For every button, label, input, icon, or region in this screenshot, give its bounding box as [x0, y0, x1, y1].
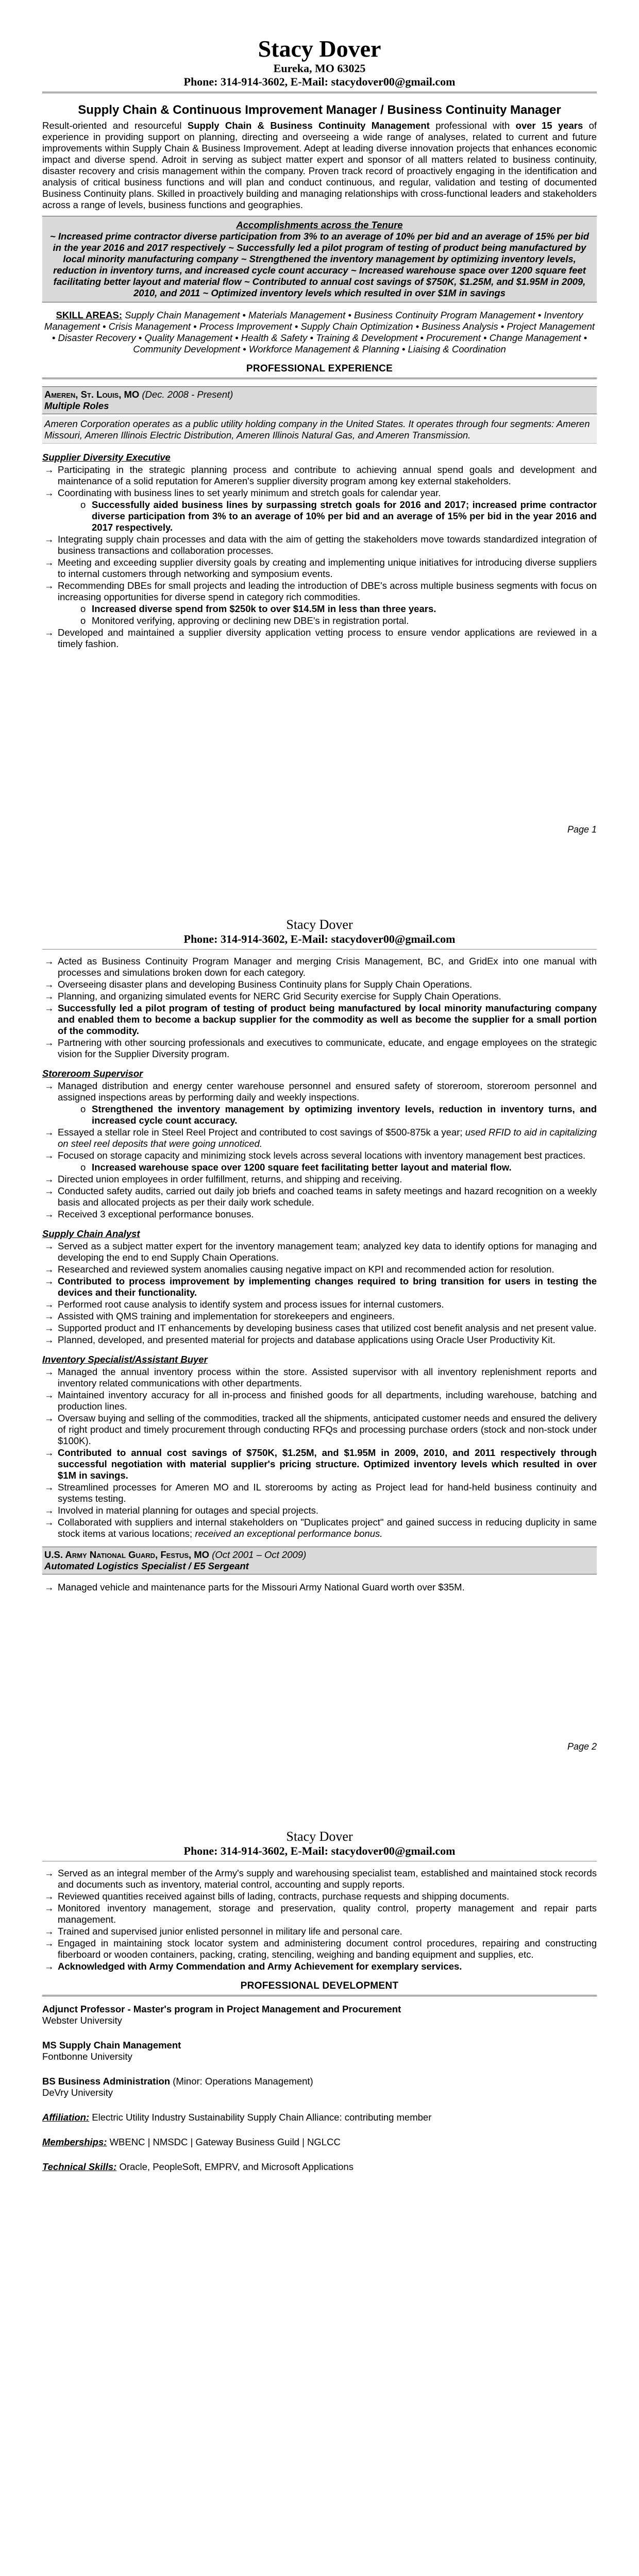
list-item: → Assisted with QMS training and implementation for storekeepers and engineers. [44, 1311, 395, 1321]
list-item: → Managed distribution and energy center warehouse personnel and ensured safety of storeroom, storeroom personnel and assigned inspections areas by performing daily and weekly inspections. o Strengthened the inventory management by optimizing inventory levels, reduction in inventory turns, and increased cycle count accuracy. [44, 1080, 597, 1126]
accomplishments-text: ~ Increased prime contractor diverse participation from 3% to an average of 10% per bid and an average of 15% per bid in the year 2016 and 2017 respectively ~ Successfully led a pilot program of testing of product being manufactured by local minority manufacturing company ~ Strengthened the inventory management by optimizing inventory levels, reduction in inventory turns, and increased cycle count accuracy ~ Increased warehouse space over 1200 square feet facilitating better layout and material flow ~ Contributed to annual cost savings of $750K, $1.25M, and $1.95M in 2009, 2010, and 2011 ~ Optimized inventory levels which resulted in over $1M in savings [49, 231, 590, 298]
list-item: → Involved in material planning for outages and special projects. [44, 1505, 318, 1516]
employer-description: Ameren Corporation operates as a public utility holding company in the United States. It operates through four segments: Ameren Missouri, Ameren Illinois Electric Distribution, Ameren Illinois Natural Gas, and Ameren Transmission. [42, 416, 597, 444]
list-item: → Monitored inventory management, storage and preservation, quality control, property management and repair parts management. [44, 1903, 597, 1925]
list-item: → Streamlined processes for Ameren MO and IL storerooms by acting as Project lead for hand-held business continuity and systems testing. [44, 1482, 597, 1504]
list-item: → Served as a subject matter expert for the inventory management team; analyzed key data to identify options for managing and developing the end to end Supply Chain Operations. [44, 1241, 597, 1263]
list-item: → Directed union employees in order fulfillment, returns, and shipping and receiving. [44, 1174, 402, 1184]
bullet-list [42, 1080, 597, 1220]
employer-role: Automated Logistics Specialist / E5 Sergeant [44, 1561, 249, 1571]
section-divider [42, 378, 597, 379]
list-item: → Trained and supervised junior enlisted personnel in military life and personal care. [44, 1926, 402, 1937]
list-item: → Collaborated with suppliers and internal stakeholders on "Duplicates project" and gained success in reducing duplicity in same stock items at various locations; received an exceptional performance bonus. [44, 1517, 597, 1539]
sub-list-item: o Successfully aided business lines by surpassing stretch goals for 2016 and 2017; increased prime contractor diverse participation from 3% to an average of 10% per bid and an average of 15% per bid in the year 2016 and 2017 respectively. [80, 499, 597, 533]
bullet-list [42, 1582, 597, 1593]
list-item: → Conducted safety audits, carried out daily job briefs and coached teams in safety meetings and hazard recognition on a weekly basis and allocated projects as per their daily work schedule. [44, 1185, 597, 1208]
candidate-city: Eureka, MO 63025 [273, 62, 366, 75]
job-title-inventory-specialist: Inventory Specialist/Assistant Buyer [42, 1354, 208, 1365]
bullet-list [42, 1366, 597, 1539]
bullet-list [42, 956, 597, 1060]
sub-list-item: o Increased diverse spend from $250k to over $14.5M in less than three years. [80, 603, 436, 614]
list-item: → Participating in the strategic planning process and contribute to achieving annual spend goals and development and maintenance of a solid reputation for Ameren's supplier diversity program among key external stakeholders. [44, 464, 597, 486]
list-item: → Researched and reviewed system anomalies causing negative impact on KPI and recommended action for resolution. [44, 1264, 554, 1275]
list-item: → Reviewed quantities received against bills of lading, contracts, purchase requests and shipping documents. [44, 1891, 510, 1902]
education-item: MS Supply Chain Management Fontbonne University [42, 2040, 181, 2062]
list-item: → Maintained inventory accuracy for all in-process and finished goods for all departments, including warehouse, batching and production lines. [44, 1389, 597, 1412]
skill-areas [42, 310, 597, 355]
job-title-analyst: Supply Chain Analyst [42, 1228, 140, 1239]
candidate-name: Stacy Dover [286, 1829, 353, 1844]
page-number: Page 1 [567, 824, 597, 835]
list-item: → Engaged in maintaining stock locator system and administering document control procedures, repairing and constructing fiberboard or wooden containers, packing, crating, stenciling, weighing and banding equipment and supplies, etc. [44, 1938, 597, 1960]
summary: Result-oriented and resourceful Supply Chain & Business Continuity Management professional with over 15 years of experience in providing support on planning, directing and overseeing a wide range of analyses, related to current and future improvements within Supply Chain & Business Improvement. Adept at leading diverse innovation projects that enhances economic impact and diverse spend. Adroit in serving as subject matter expert and sponsor of all matters related to business continuity, disaster recovery and crisis management within the company. Proven track record of proactively engaging in the identification and analysis of critical business functions and will plan and conduct continuous, and regular, validation and testing of documented Business Continuity plans. Skilled in proactively building and managing relationships with cross-functional leaders and stakeholders across a range of levels, business functions and geographies. [42, 120, 597, 210]
candidate-name: Stacy Dover [258, 36, 381, 62]
list-item: → Coordinating with business lines to set yearly minimum and stretch goals for calendar year. o Successfully aided business lines by surpassing stretch goals for 2016 and 2017; increased prime contractor diverse participation from 3% to an average of 10% per bid and an average of 15% per bid in the year 2016 and 2017 respectively. [44, 487, 597, 533]
header-divider [42, 949, 597, 950]
accomplishments-box [42, 216, 597, 302]
employer-ameren [42, 386, 597, 414]
bullet-list [42, 1868, 597, 1972]
section-heading-experience: PROFESSIONAL EXPERIENCE [246, 363, 393, 374]
list-item: → Acted as Business Continuity Program Manager and merging Crisis Management, BC, and GridEx into one manual with processes and simulations broken down for each category. [44, 956, 597, 978]
sub-list-item: o Increased warehouse space over 1200 square feet facilitating better layout and material flow. [80, 1162, 512, 1173]
skill-areas-label: SKILL AREAS: [56, 310, 122, 320]
list-item: → Performed root cause analysis to identify system and process issues for internal customers. [44, 1299, 444, 1310]
contact-line: Phone: 314-914-3602, E-Mail: stacydover00@gmail.com [183, 75, 456, 88]
list-item: → Developed and maintained a supplier diversity application vetting process to ensure vendor applications are reviewed in a timely fashion. [44, 627, 597, 649]
list-item: → Meeting and exceeding supplier diversity goals by creating and implementing unique initiatives for introducing diverse suppliers to internal customers through networking and symposium events. [44, 557, 597, 579]
contact-line: Phone: 314-914-3602, E-Mail: stacydover00@gmail.com [183, 933, 456, 945]
page-1 [0, 0, 639, 876]
skill-areas-text: Supply Chain Management • Materials Management • Business Continuity Program Management • Inventory Management • Crisis Management • Process Improvement • Supply Chain Optimization • Business Analysis • Project Management • Disaster Recovery • Quality Management • Health & Safety • Training & Development • Procurement • Change Management • Community Development • Workforce Management & Planning • Liaising & Coordination [44, 310, 595, 354]
list-item: → Planning, and organizing simulated events for NERC Grid Security exercise for Supply Chain Operations. [44, 991, 501, 1002]
employer-role: Multiple Roles [44, 400, 109, 411]
list-item: → Essayed a stellar role in Steel Reel Project and contributed to cost savings of $500-875k a year; used RFID to aid in capitalizing on steel reel deposits that were going unnoticed. [44, 1127, 597, 1149]
contact-line: Phone: 314-914-3602, E-Mail: stacydover00@gmail.com [183, 1844, 456, 1857]
candidate-name: Stacy Dover [286, 917, 353, 932]
education-item: Adjunct Professor - Master's program in Project Management and Procurement Webster University [42, 2004, 401, 2026]
page-number: Page 2 [567, 1741, 597, 1752]
sub-list-item: o Monitored verifying, approving or declining new DBE's in registration portal. [80, 615, 409, 626]
sub-list-item: o Strengthened the inventory management by optimizing inventory levels, reduction in inventory turns, and increased cycle count accuracy. [80, 1104, 597, 1126]
list-item: → Integrating supply chain processes and data with the aim of getting the stakeholders move towards standardized integration of business transactions and collaboration processes. [44, 534, 597, 556]
list-item: → Managed vehicle and maintenance parts for the Missouri Army National Guard worth over $35M. [44, 1582, 465, 1592]
bullet-list [42, 1241, 597, 1346]
education-item: BS Business Administration (Minor: Operations Management) DeVry University [42, 2076, 313, 2098]
job-title-storeroom: Storeroom Supervisor [42, 1068, 143, 1079]
list-item: → Partnering with other sourcing professionals and executives to communicate, educate, and engage employees on the strategic vision for the Supplier Diversity program. [44, 1037, 597, 1059]
header-divider [42, 92, 597, 93]
list-item: → Acknowledged with Army Commendation and Army Achievement for exemplary services. [44, 1961, 462, 1972]
list-item: → Supported product and IT enhancements by developing business cases that utilized cost benefit analysis and net present value. [44, 1323, 597, 1333]
accomplishments-heading: Accomplishments across the Tenure [236, 219, 403, 230]
bullet-list [42, 464, 597, 650]
list-item: → Focused on storage capacity and minimizing stock levels across several locations with inventory management best practices. o Increased warehouse space over 1200 square feet facilitating better layout and material flow. [42, 1150, 597, 1173]
list-item: → Overseeing disaster plans and developing Business Continuity plans for Supply Chain Operations. [44, 979, 473, 990]
employer-dates: (Dec. 2008 - Present) [142, 389, 233, 400]
employer-army [42, 1547, 597, 1574]
list-item: → Planned, developed, and presented material for projects and database applications using Oracle User Productivity Kit. [44, 1334, 556, 1345]
employer-name: U.S. Army National Guard, Festus, MO [44, 1549, 210, 1560]
list-item: → Oversaw buying and selling of the commodities, tracked all the shipments, anticipated customer needs and ensured the delivery of right product and timely procurement through conducting RFQs and processing purchase orders (stock and non-stock under $100K). [44, 1413, 597, 1446]
list-item: → Received 3 exceptional performance bonuses. [44, 1209, 254, 1219]
employer-dates: (Oct 2001 – Oct 2009) [212, 1549, 307, 1560]
job-title-supplier-diversity: Supplier Diversity Executive [42, 452, 171, 463]
section-divider [42, 1995, 597, 1996]
list-item: → Contributed to process improvement by implementing changes required to bring transition for users in testing the devices and their functionality. [44, 1276, 597, 1298]
headline: Supply Chain & Continuous Improvement Manager / Business Continuity Manager [78, 103, 561, 117]
page-2 [0, 886, 639, 1783]
list-item: → Contributed to annual cost savings of $750K, $1.25M, and $1.95M in 2009, 2010, and 2011 respectively through successful negotiation with material supplier's pricing structure. Optimized inventory levels which resulted in over $1M in savings. [44, 1447, 597, 1481]
list-item: → Recommending DBEs for small projects and leading the introduction of DBE's across multiple business segments with focus on increasing opportunities for diverse spend in category rich commodities. o Increased diverse spend from $250k to over $14.5M in less than three years. o Monitored verifying, approving or declining new DBE's in registration portal. [44, 580, 597, 626]
list-item: → Served as an integral member of the Army's supply and warehousing specialist team, established and maintained stock records and documents such as inventory, material control, accounting and supply reports. [44, 1868, 597, 1890]
technical-skills: Technical Skills: Oracle, PeopleSoft, EMPRV, and Microsoft Applications [42, 2161, 354, 2172]
page-3 [0, 1798, 639, 2576]
list-item: → Successfully led a pilot program of testing of product being manufactured by local minority manufacturing company and enabled them to become a backup supplier for the commodity as well as become the supplier for a small portion of the commodity. [44, 1003, 597, 1036]
section-heading-development: PROFESSIONAL DEVELOPMENT [240, 1980, 399, 1991]
list-item: → Managed the annual inventory process within the store. Assisted supervisor with all inventory replenishment reports and inventory related communications with other departments. [44, 1366, 597, 1388]
memberships: Memberships: WBENC | NMSDC | Gateway Business Guild | NGLCC [42, 2137, 341, 2147]
affiliation: Affiliation: Electric Utility Industry Sustainability Supply Chain Alliance: contributing member [42, 2112, 432, 2123]
employer-name: Ameren, St. Louis, MO [44, 389, 140, 400]
